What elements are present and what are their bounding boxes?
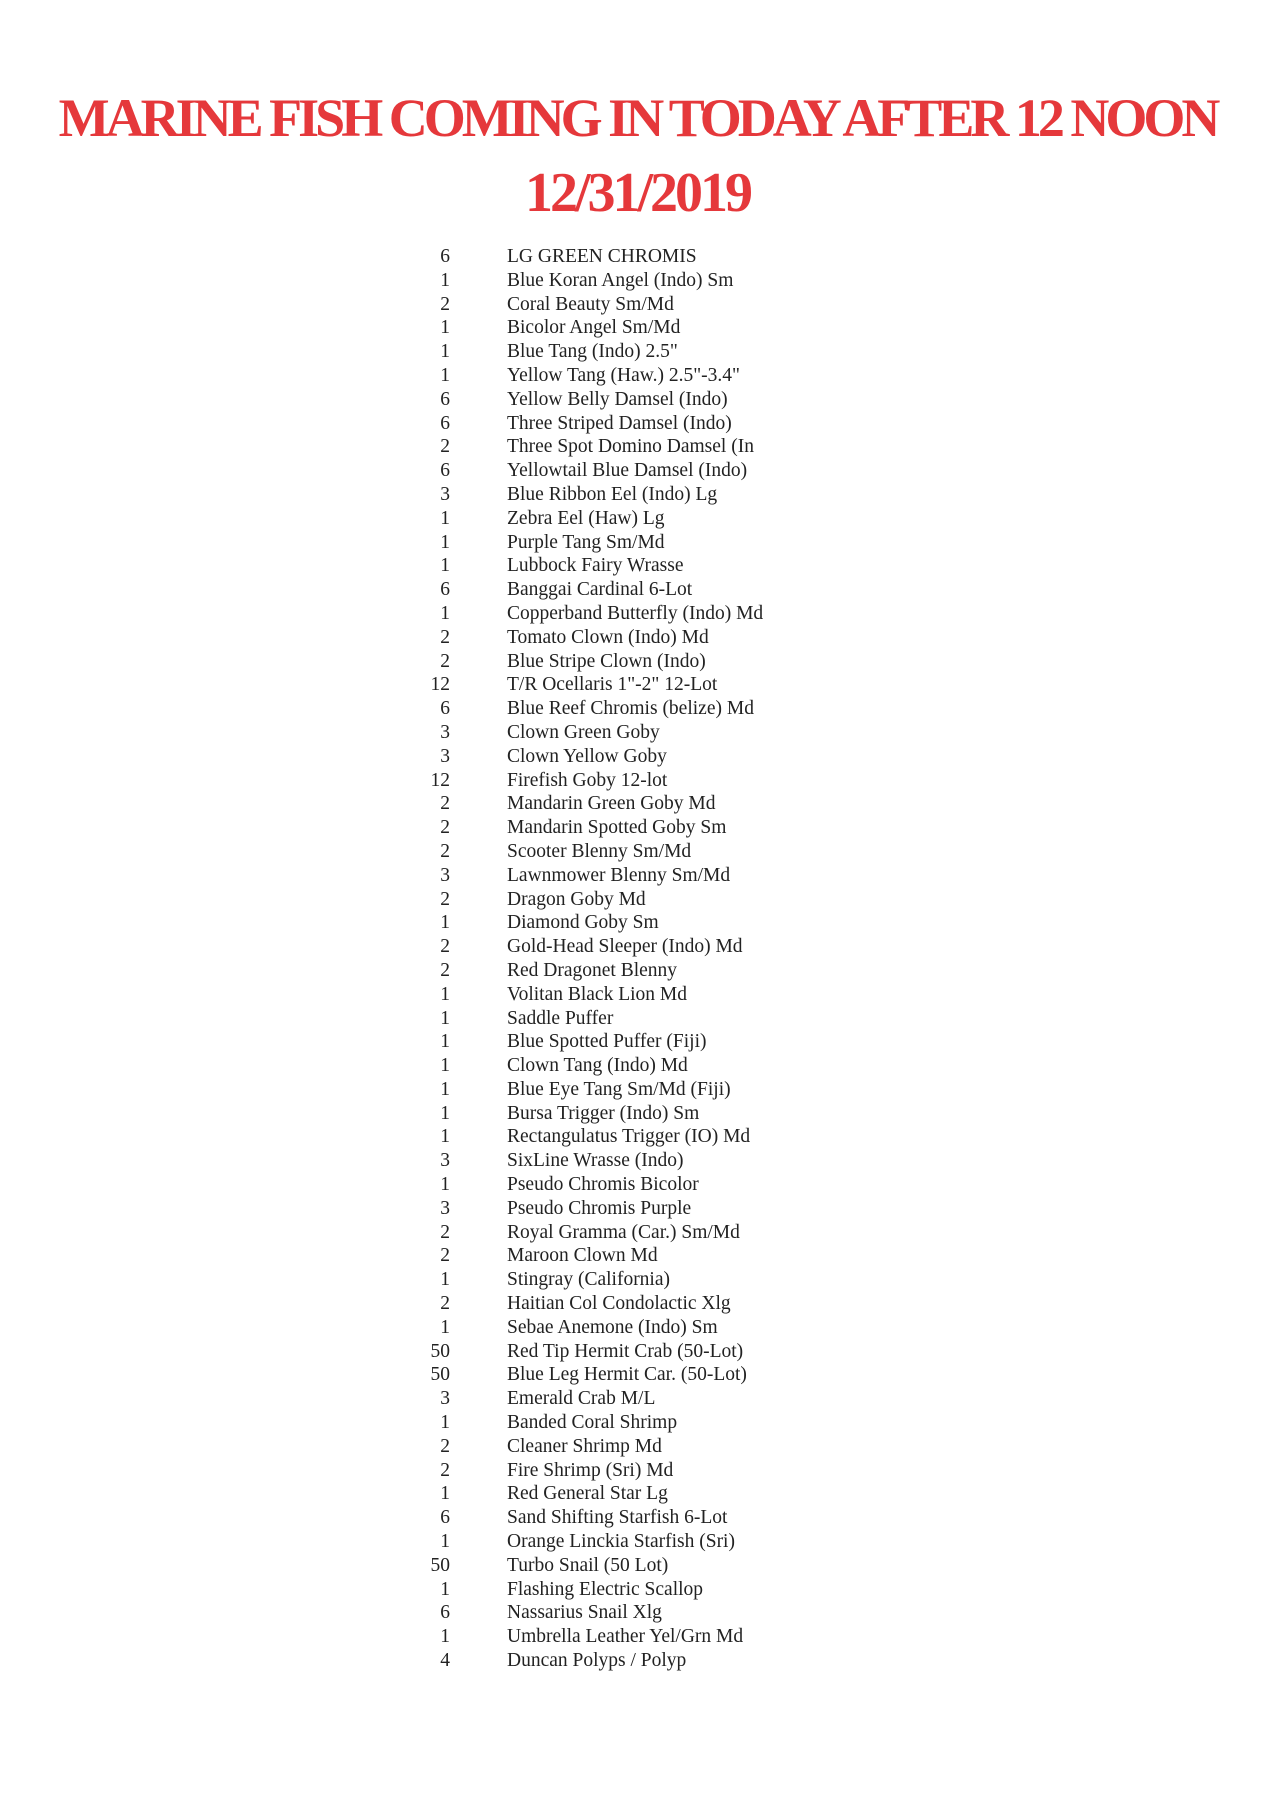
item-quantity: 4 xyxy=(440,1650,450,1672)
item-name: Mandarin Spotted Goby Sm xyxy=(507,817,727,839)
list-item xyxy=(0,1149,1275,1173)
list-item xyxy=(0,721,1275,745)
list-item xyxy=(0,1601,1275,1625)
item-name: Blue Ribbon Eel (Indo) Lg xyxy=(507,483,718,505)
page-title xyxy=(0,82,1275,154)
list-item xyxy=(0,911,1275,935)
item-name: Blue Reef Chromis (belize) Md xyxy=(507,698,754,720)
item-name: SixLine Wrasse (Indo) xyxy=(507,1150,684,1172)
item-quantity: 1 xyxy=(440,1483,450,1505)
item-quantity: 2 xyxy=(440,1293,450,1315)
list-item xyxy=(0,531,1275,555)
item-quantity: 1 xyxy=(440,364,450,386)
item-quantity: 1 xyxy=(440,1269,450,1291)
item-quantity: 1 xyxy=(440,912,450,934)
item-name: Scooter Blenny Sm/Md xyxy=(507,840,692,862)
item-name: Sand Shifting Starfish 6-Lot xyxy=(507,1507,728,1529)
date-text: 12/31/2019 xyxy=(524,162,751,224)
item-name: Flashing Electric Scallop xyxy=(507,1578,704,1600)
item-quantity: 1 xyxy=(440,341,450,363)
item-name: Stingray (California) xyxy=(507,1269,670,1291)
item-quantity: 1 xyxy=(440,531,450,553)
list-item xyxy=(0,816,1275,840)
list-item xyxy=(0,769,1275,793)
item-quantity: 6 xyxy=(440,246,450,267)
item-name: Bursa Trigger (Indo) Sm xyxy=(507,1102,700,1124)
list-item xyxy=(0,412,1275,436)
item-quantity: 2 xyxy=(440,293,450,315)
item-quantity: 1 xyxy=(440,507,450,529)
item-name: Clown Green Goby xyxy=(507,721,660,743)
list-item xyxy=(0,697,1275,721)
item-name: Diamond Goby Sm xyxy=(507,912,659,934)
item-quantity: 1 xyxy=(440,1578,450,1600)
item-name: Firefish Goby 12-lot xyxy=(507,769,668,791)
item-quantity: 1 xyxy=(440,602,450,624)
item-name: Copperband Butterfly (Indo) Md xyxy=(507,602,764,624)
item-name: Lubbock Fairy Wrasse xyxy=(507,555,684,577)
item-name: Gold-Head Sleeper (Indo) Md xyxy=(507,936,743,958)
item-quantity: 2 xyxy=(440,840,450,862)
item-name: Orange Linckia Starfish (Sri) xyxy=(507,1531,735,1553)
list-item xyxy=(0,1292,1275,1316)
item-quantity: 1 xyxy=(440,1174,450,1196)
item-quantity: 1 xyxy=(440,983,450,1005)
item-quantity: 2 xyxy=(440,650,450,672)
item-name: Rectangulatus Trigger (IO) Md xyxy=(507,1126,751,1148)
list-item xyxy=(0,745,1275,769)
list-item xyxy=(0,1268,1275,1292)
item-name: Red Tip Hermit Crab (50-Lot) xyxy=(507,1340,744,1362)
item-quantity: 2 xyxy=(440,959,450,981)
list-item xyxy=(0,1459,1275,1483)
fish-list xyxy=(0,245,1275,1673)
list-item xyxy=(0,673,1275,697)
list-item xyxy=(0,269,1275,293)
item-quantity: 2 xyxy=(440,1221,450,1243)
item-quantity: 6 xyxy=(440,388,450,410)
item-name: Umbrella Leather Yel/Grn Md xyxy=(507,1626,744,1648)
item-quantity: 2 xyxy=(440,793,450,815)
item-quantity: 2 xyxy=(440,1245,450,1267)
item-quantity: 2 xyxy=(440,888,450,910)
list-item xyxy=(0,959,1275,983)
item-quantity: 1 xyxy=(440,1078,450,1100)
item-quantity: 6 xyxy=(440,579,450,601)
item-quantity: 1 xyxy=(440,317,450,339)
item-name: Yellow Belly Damsel (Indo) xyxy=(507,388,728,410)
list-item xyxy=(0,435,1275,459)
item-quantity: 1 xyxy=(440,1531,450,1553)
item-name: Blue Eye Tang Sm/Md (Fiji) xyxy=(507,1078,731,1100)
item-quantity: 1 xyxy=(440,555,450,577)
item-quantity: 2 xyxy=(440,626,450,648)
item-name: Royal Gramma (Car.) Sm/Md xyxy=(507,1221,740,1243)
item-quantity: 3 xyxy=(440,721,450,743)
list-item xyxy=(0,507,1275,531)
item-name: Blue Spotted Puffer (Fiji) xyxy=(507,1031,707,1053)
list-item xyxy=(0,1173,1275,1197)
item-name: Banded Coral Shrimp xyxy=(507,1412,678,1434)
item-name: Emerald Crab M/L xyxy=(507,1388,656,1410)
item-name: Pseudo Chromis Bicolor xyxy=(507,1174,699,1196)
item-name: Purple Tang Sm/Md xyxy=(507,531,665,553)
item-quantity: 1 xyxy=(440,1626,450,1648)
list-item xyxy=(0,888,1275,912)
list-item xyxy=(0,864,1275,888)
list-item xyxy=(0,792,1275,816)
list-item xyxy=(0,578,1275,602)
list-item xyxy=(0,1554,1275,1578)
item-name: Maroon Clown Md xyxy=(507,1245,658,1267)
list-item xyxy=(0,1316,1275,1340)
item-name: Tomato Clown (Indo) Md xyxy=(507,626,709,648)
list-item xyxy=(0,1506,1275,1530)
item-name: Blue Koran Angel (Indo) Sm xyxy=(507,269,734,291)
item-quantity: 12 xyxy=(430,674,450,696)
item-quantity: 1 xyxy=(440,1055,450,1077)
list-item xyxy=(0,1530,1275,1554)
list-item xyxy=(0,840,1275,864)
item-quantity: 6 xyxy=(440,1602,450,1624)
list-item xyxy=(0,1221,1275,1245)
item-name: Mandarin Green Goby Md xyxy=(507,793,716,815)
list-item xyxy=(0,935,1275,959)
item-name: Blue Tang (Indo) 2.5" xyxy=(507,341,678,363)
item-quantity: 3 xyxy=(440,745,450,767)
list-item xyxy=(0,483,1275,507)
item-name: Three Spot Domino Damsel (In xyxy=(507,436,754,458)
list-item xyxy=(0,1030,1275,1054)
list-item xyxy=(0,1649,1275,1673)
item-name: Coral Beauty Sm/Md xyxy=(507,293,674,315)
list-item xyxy=(0,626,1275,650)
list-item xyxy=(0,293,1275,317)
item-name: Three Striped Damsel (Indo) xyxy=(507,412,732,434)
item-quantity: 12 xyxy=(430,769,450,791)
list-item xyxy=(0,1197,1275,1221)
item-name: Clown Tang (Indo) Md xyxy=(507,1055,688,1077)
item-name: Turbo Snail (50 Lot) xyxy=(507,1554,669,1576)
list-item xyxy=(0,364,1275,388)
list-item xyxy=(0,1435,1275,1459)
page-date xyxy=(0,157,1275,229)
item-name: Red General Star Lg xyxy=(507,1483,668,1505)
title-text: MARINE FISH COMING IN TODAY AFTER 12 NOON xyxy=(58,88,1217,148)
list-item xyxy=(0,1078,1275,1102)
item-name: Lawnmower Blenny Sm/Md xyxy=(507,864,731,886)
list-item xyxy=(0,1387,1275,1411)
item-name: Cleaner Shrimp Md xyxy=(507,1435,662,1457)
item-quantity: 3 xyxy=(440,1197,450,1219)
item-name: Nassarius Snail Xlg xyxy=(507,1602,662,1624)
item-quantity: 50 xyxy=(430,1340,450,1362)
item-quantity: 50 xyxy=(430,1554,450,1576)
list-item xyxy=(0,1340,1275,1364)
item-quantity: 3 xyxy=(440,1150,450,1172)
item-name: Saddle Puffer xyxy=(507,1007,614,1029)
list-item xyxy=(0,1411,1275,1435)
list-item xyxy=(0,1102,1275,1126)
item-quantity: 6 xyxy=(440,412,450,434)
item-name: LG GREEN CHROMIS xyxy=(507,246,697,267)
item-quantity: 6 xyxy=(440,698,450,720)
item-name: Dragon Goby Md xyxy=(507,888,646,910)
item-quantity: 3 xyxy=(440,864,450,886)
item-quantity: 6 xyxy=(440,460,450,482)
item-quantity: 2 xyxy=(440,436,450,458)
item-name: Haitian Col Condolactic Xlg xyxy=(507,1293,731,1315)
list-item xyxy=(0,602,1275,626)
list-item xyxy=(0,340,1275,364)
list-item xyxy=(0,1363,1275,1387)
item-name: Sebae Anemone (Indo) Sm xyxy=(507,1316,718,1338)
item-quantity: 1 xyxy=(440,1412,450,1434)
list-item xyxy=(0,388,1275,412)
list-item xyxy=(0,1482,1275,1506)
list-item xyxy=(0,1054,1275,1078)
item-quantity: 1 xyxy=(440,1031,450,1053)
item-quantity: 1 xyxy=(440,1007,450,1029)
list-item xyxy=(0,650,1275,674)
list-item xyxy=(0,554,1275,578)
item-name: Blue Leg Hermit Car. (50-Lot) xyxy=(507,1364,747,1386)
item-name: Pseudo Chromis Purple xyxy=(507,1197,692,1219)
item-quantity: 1 xyxy=(440,269,450,291)
item-name: Blue Stripe Clown (Indo) xyxy=(507,650,706,672)
item-name: Clown Yellow Goby xyxy=(507,745,667,767)
list-item xyxy=(0,1578,1275,1602)
item-name: Volitan Black Lion Md xyxy=(507,983,688,1005)
item-name: Yellowtail Blue Damsel (Indo) xyxy=(507,460,748,482)
item-name: Yellow Tang (Haw.) 2.5"-3.4" xyxy=(507,364,741,386)
item-quantity: 2 xyxy=(440,1459,450,1481)
list-item xyxy=(0,459,1275,483)
item-name: Red Dragonet Blenny xyxy=(507,959,678,981)
list-item xyxy=(0,316,1275,340)
item-name: Bicolor Angel Sm/Md xyxy=(507,317,681,339)
item-name: Duncan Polyps / Polyp xyxy=(507,1650,687,1672)
item-name: T/R Ocellaris 1"-2" 12-Lot xyxy=(507,674,718,696)
item-quantity: 1 xyxy=(440,1102,450,1124)
item-quantity: 3 xyxy=(440,483,450,505)
item-name: Zebra Eel (Haw) Lg xyxy=(507,507,665,529)
item-quantity: 50 xyxy=(430,1364,450,1386)
list-item xyxy=(0,1007,1275,1031)
item-quantity: 2 xyxy=(440,817,450,839)
list-item xyxy=(0,1625,1275,1649)
item-name: Fire Shrimp (Sri) Md xyxy=(507,1459,674,1481)
item-quantity: 1 xyxy=(440,1126,450,1148)
item-quantity: 1 xyxy=(440,1316,450,1338)
list-item xyxy=(0,245,1275,269)
list-item xyxy=(0,983,1275,1007)
list-item xyxy=(0,1244,1275,1268)
item-quantity: 2 xyxy=(440,936,450,958)
item-quantity: 2 xyxy=(440,1435,450,1457)
list-item xyxy=(0,1125,1275,1149)
item-quantity: 6 xyxy=(440,1507,450,1529)
item-name: Banggai Cardinal 6-Lot xyxy=(507,579,693,601)
item-quantity: 3 xyxy=(440,1388,450,1410)
